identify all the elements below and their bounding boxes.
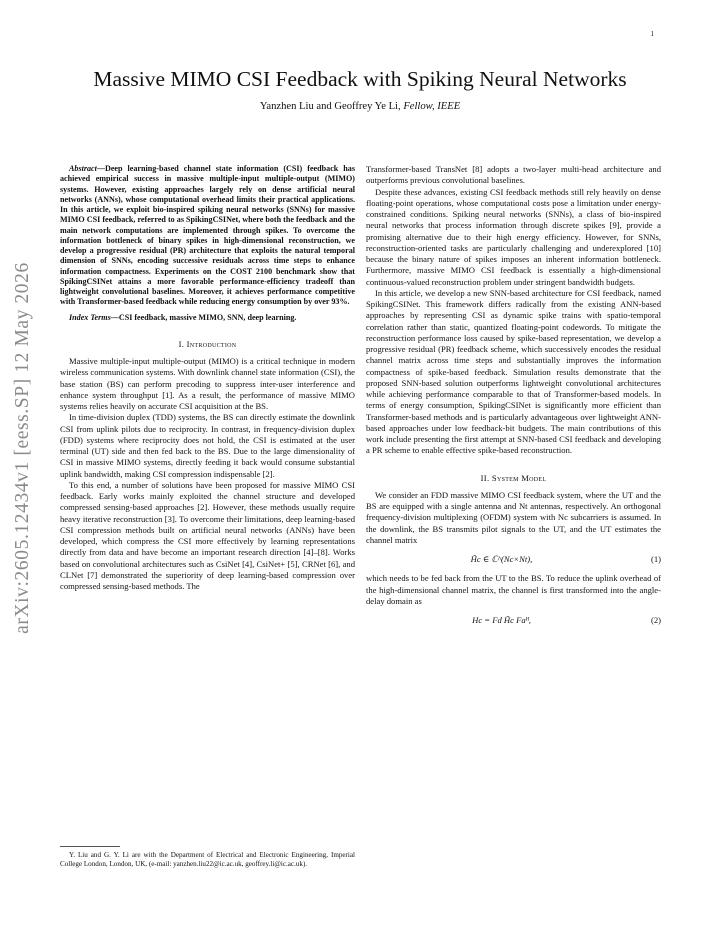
- abstract: [60, 164, 355, 308]
- section-title: Introduction: [186, 338, 237, 349]
- equation-2: [366, 615, 661, 626]
- section-title: System Model: [491, 472, 547, 483]
- right-paragraph-1: Transformer-based TransNet [8] adopts a two-layer multi-head architecture and outperforms previous convolutional baselines.: [366, 164, 661, 186]
- index-terms-text: —CSI feedback, massive MIMO, SNN, deep learning.: [110, 312, 297, 322]
- paper-title: Massive MIMO CSI Feedback with Spiking Neural Networks: [93, 67, 627, 91]
- index-terms-lead: Index Terms: [69, 312, 111, 322]
- equation-2-body: Hc = Fd H̃c Faᴴ,: [472, 615, 531, 625]
- section-number: II.: [480, 472, 490, 483]
- equation-1-body: H̃c ∈ ℂ^(Nc×Nt),: [470, 554, 533, 564]
- section-heading-introduction: [60, 339, 355, 350]
- intro-paragraph-2: In time-division duplex (TDD) systems, the BS can directly estimate the downlink CSI from uplink pilots due to reciprocity. In contrast, in frequency-division duplex (FDD) systems where reciprocity does not hold, the CSI is estimated at the user terminal (UT) side and then fed back to the BS. Due to the large dimensionality of CSI in massive MIMO systems, directly feeding it back would consume substantial uplink bandwidth, making CSI compression indispensable [2].: [60, 412, 355, 479]
- system-model-paragraph-2: which needs to be fed back from the UT to the BS. To reduce the uplink overhead of the high-dimensional channel matrix, the channel is first transformed into the angle-delay domain as: [366, 573, 661, 606]
- intro-paragraph-3: To this end, a number of solutions have been proposed for massive MIMO CSI feedback. Early works mainly exploited the channel structure and developed compressed sensing-based approaches [2]. However, these methods usually require heavy iterative reconstruction [3]. To overcome their limitations, deep learning-based CSI compression methods built on artificial neural networks (ANNs) have been developed, which compress the CSI more effectively by learning representations directly from data and have become an important research direction [4]–[8]. Works based on convolutional architectures such as CsiNet [4], CsiNet+ [5], CRNet [6], and CLNet [7] demonstrated the superiority of deep learning-based compression over compressed sensing-based methods. The: [60, 479, 355, 591]
- author-fellow: Fellow, IEEE: [403, 101, 461, 112]
- author-names: Yanzhen Liu and Geoffrey Ye Li,: [259, 101, 401, 112]
- equation-1-number: (1): [650, 554, 661, 564]
- arxiv-stamp-text: arXiv:2605.12434v1 [eess.SP] 12 May 2026: [12, 262, 33, 634]
- right-paragraph-2: Despite these advances, existing CSI feedback methods still rely heavily on dense floating-point operations, whose computational costs pose a limitation under energy-constrained conditions. Spiking neural networks (SNNs), a class of bio-inspired neural networks that process information through discrete spikes [9], provide a promising alternative due to their high energy efficiency. However, for SNNs, reconstruction-oriented tasks are particularly challenging and underexplored [10] because the binary nature of spikes imposes an inherent information bottleneck. Furthermore, massive MIMO CSI feedback is essentially a high-dimensional continuous-valued reconstruction problem under stringent bandwidth budgets.: [366, 186, 661, 287]
- abstract-lead: Abstract: [69, 164, 97, 173]
- abstract-text: —Deep learning-based channel state information (CSI) feedback has achieved empirical success in massive multiple-input multiple-output (MIMO) systems. However, existing approaches largely rely on dense artificial neural networks (ANNs), whose computational overhead limits their practical applications. In this article, we exploit bio-inspired spiking neural networks (SNNs) for massive MIMO CSI feedback, referred to as SpikingCSINet, where both the feedback and the main network computations are implemented through spikes. To overcome the information bottleneck of binary spikes in high-dimensional reconstruction, we develop a progressive residual (PR) architecture that exploits the natural temporal dimension of SNNs, encoding successive residuals across time steps to enhance information compactness. Experiments on the COST 2100 benchmark show that SpikingCSINet attains a more favorable performance-efficiency tradeoff than lightweight convolutional baselines. Moreover, it achieves performance competitive with Transformer-based feedback while reducing energy consumption by over 93%.: [60, 164, 355, 307]
- footnote-rule: [60, 846, 120, 847]
- equation-1: [366, 554, 661, 565]
- left-column: [60, 164, 355, 592]
- intro-paragraph-1: Massive multiple-input multiple-output (MIMO) is a critical technique in modern wireless communication systems. With downlink channel state information (CSI), the base station (BS) can perform precoding to suppress inter-user interference and enhance system throughput [1]. As a result, the performance of massive MIMO systems relies heavily on accurate CSI acquisition at the BS.: [60, 356, 355, 411]
- section-number: I.: [178, 338, 185, 349]
- index-terms: [60, 313, 355, 323]
- author-line: [0, 101, 720, 112]
- page-number: 1: [650, 30, 654, 38]
- equation-2-number: (2): [650, 615, 661, 625]
- section-heading-system-model: [366, 473, 661, 484]
- author-footnote: Y. Liu and G. Y. Li are with the Department of Electrical and Electronic Engineering, Imperial College London, London, UK, (e-mail: yanzhen.liu22@ic.ac.uk, geoffrey.li@ic.ac.uk).: [60, 851, 355, 869]
- right-column: [366, 164, 661, 634]
- right-paragraph-3: In this article, we develop a new SNN-based architecture for CSI feedback, named SpikingCSINet. This framework differs radically from the existing ANN-based approaches by representing CSI as dynamic spike trains with spatio-temporal correlation rather than static, quantized floating-point codewords. To mitigate the reconstruction performance loss caused by spike-based representation, we develop a progressive residual (PR) feedback scheme, which successively encodes the residual channel matrix across time steps and substantially improves the information compactness of spike-based feedback. Simulation results demonstrate that the proposed SNN-based solution outperforms lightweight convolutional architectures while achieving performance comparable to that of Transformer-based models. In terms of energy consumption, SpikingCSINet is significantly more efficient than Transformer-based methods and is particularly advantageous over lightweight ANN-based approaches under low feedback-bit budgets. The main contributions of this work include presenting the first attempt at SNN-based CSI feedback and developing a PR scheme to enable effective spike-based reconstruction.: [366, 287, 661, 456]
- system-model-paragraph-1: We consider an FDD massive MIMO CSI feedback system, where the UT and the BS are equipped with a single antenna and Nt antennas, respectively. An orthogonal frequency-division multiplexing (OFDM) system with Nc subcarriers is assumed. In the downlink, the BS transmits pilot signals to the UT, and the UT estimates the channel matrix: [366, 489, 661, 545]
